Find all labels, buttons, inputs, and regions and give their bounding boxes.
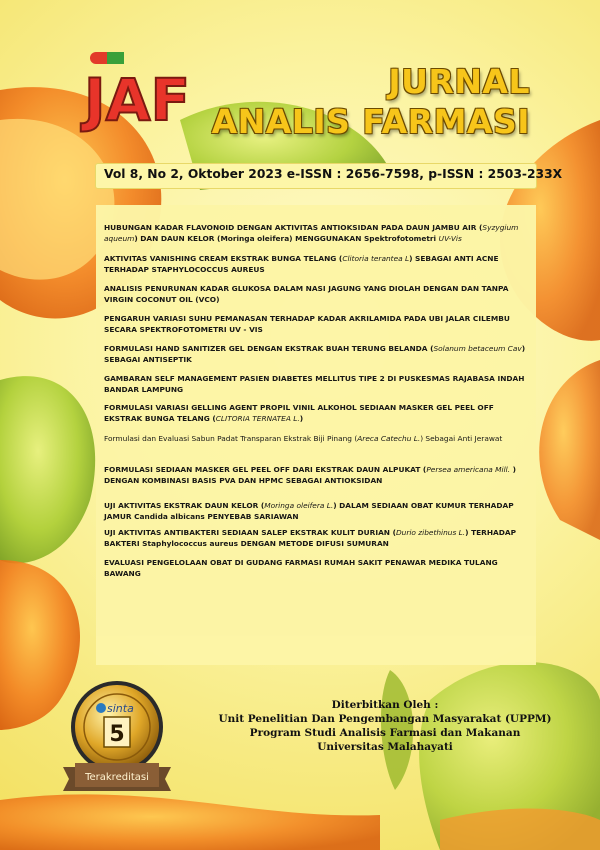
table-of-contents: [96, 205, 536, 665]
toc-item[interactable]: PENGARUH VARIASI SUHU PEMANASAN TERHADAP KADAR AKRILAMIDA PADA UBI JALAR CILEMBU SECARA SPEKTROFOTOMETRI UV - VIS: [104, 314, 510, 334]
toc-item[interactable]: ANALISIS PENURUNAN KADAR GLUKOSA DALAM NASI JAGUNG YANG DIOLAH DENGAN DAN TANPA VIRGIN COCONUT OIL (VCO): [104, 284, 509, 304]
journal-title: [212, 62, 530, 142]
toc-item[interactable]: Formulasi dan Evaluasi Sabun Padat Transparan Ekstrak Biji Pinang (Areca Catechu L.) Sebagai Anti Jerawat: [104, 434, 503, 443]
publisher-label: Diterbitkan Oleh :: [331, 699, 439, 711]
svg-text:Terakreditasi: Terakreditasi: [85, 772, 149, 783]
publisher-unit: Unit Penelitian Dan Pengembangan Masyarakat (UPPM): [218, 713, 552, 725]
toc-item[interactable]: FORMULASI HAND SANITIZER GEL DENGAN EKSTRAK BUAH TERUNG BELANDA (Solanum betaceum Cav) SEBAGAI ANTISEPTIK: [104, 344, 526, 364]
toc-item[interactable]: UJI AKTIVITAS ANTIBAKTERI SEDIAAN SALEP EKSTRAK KULIT DURIAN (Durio zibethinus L.) TERHADAP BAKTERI Staphylococcus aureus DENGAN METODE DIFUSI SUMURAN: [104, 528, 517, 548]
svg-text:sinta: sinta: [107, 702, 134, 715]
toc-item[interactable]: GAMBARAN SELF MANAGEMENT PASIEN DIABETES MELLITUS TIPE 2 DI PUSKESMAS RAJABASA INDAH BANDAR LAMPUNG: [104, 374, 525, 394]
svg-text:5: 5: [109, 722, 125, 747]
toc-item[interactable]: FORMULASI SEDIAAN MASKER GEL PEEL OFF DARI EKSTRAK DAUN ALPUKAT (Persea americana Mill. ) DENGAN KOMBINASI BASIS PVA DAN HPMC SEBAGAI ANTIOKSIDAN: [104, 465, 516, 485]
sinta-accreditation-badge: [55, 675, 175, 800]
issue-info-text: Vol 8, No 2, Oktober 2023 e-ISSN : 2656-7598, p-ISSN : 2503-233X: [104, 167, 563, 181]
publisher-block: [210, 698, 560, 754]
toc-item[interactable]: HUBUNGAN KADAR FLAVONOID DENGAN AKTIVITAS ANTIOKSIDAN PADA DAUN JAMBU AIR (Syzygium aqueum) DAN DAUN KELOR (Moringa oleifera) MENGGUNAKAN Spektrofotometri UV-Vis: [104, 223, 519, 243]
journal-title-line1: JURNAL: [388, 62, 530, 101]
publisher-program: Program Studi Analisis Farmasi dan Makanan: [249, 727, 521, 739]
svg-text:JAF: JAF: [84, 66, 191, 134]
issue-info-bar: [95, 163, 563, 189]
publisher-university: Universitas Malahayati: [317, 741, 453, 753]
journal-title-line2: ANALIS FARMASI: [211, 102, 530, 141]
toc-item[interactable]: FORMULASI VARIASI GELLING AGENT PROPIL VINIL ALKOHOL SEDIAAN MASKER GEL PEEL OFF EKSTRAK BUNGA TELANG (CLITORIA TERNATEA L.): [104, 403, 494, 423]
toc-item[interactable]: UJI AKTIVITAS EKSTRAK DAUN KELOR (Moringa oleifera L.) DALAM SEDIAAN OBAT KUMUR TERHADAP JAMUR Candida albicans PENYEBAB SARIAWAN: [104, 501, 514, 521]
toc-item[interactable]: AKTIVITAS VANISHING CREAM EKSTRAK BUNGA TELANG (Clitoria terantea L) SEBAGAI ANTI ACNE TERHADAP STAPHYLOCOCCUS AUREUS: [104, 254, 499, 274]
jaf-logo: [78, 48, 208, 134]
toc-item[interactable]: EVALUASI PENGELOLAAN OBAT DI GUDANG FARMASI RUMAH SAKIT PENAWAR MEDIKA TULANG BAWANG: [104, 558, 498, 578]
